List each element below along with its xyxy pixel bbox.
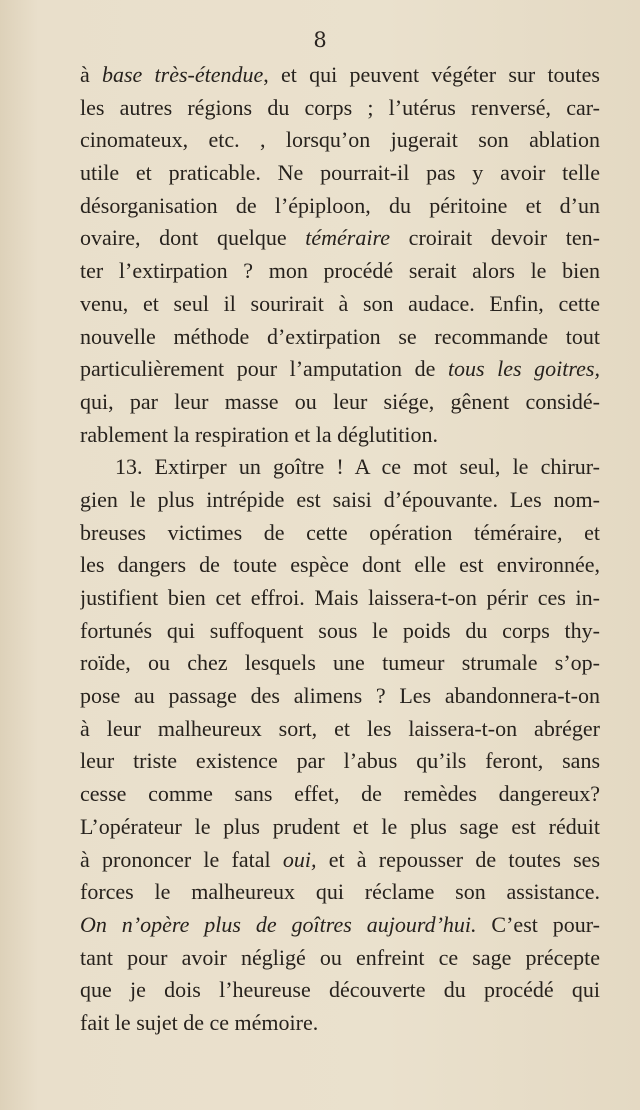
- text-line: que je dois l’heureuse découverte du procédé qui: [80, 977, 600, 1003]
- text-line: cinomateux, etc. , lorsqu’on jugerait son ablation: [80, 127, 600, 153]
- text-line: L’opérateur le plus prudent et le plus sage est réduit: [80, 813, 600, 839]
- text-line: qui, par leur masse ou leur siége, gênent considé-: [80, 388, 600, 414]
- text-line: désorganisation de l’épiploon, du péritoine et d’un: [80, 192, 600, 218]
- text-line: rablement la respiration et la déglutition.: [80, 421, 438, 447]
- text-line: les autres régions du corps ; l’utérus renversé, car-: [80, 94, 600, 120]
- text-line: tant pour avoir négligé ou enfreint ce sage précepte: [80, 944, 600, 970]
- text-line: ter l’extirpation ? mon procédé serait alors le bien: [80, 258, 600, 284]
- text-line: gien le plus intrépide est saisi d’épouvante. Les nom-: [80, 486, 600, 512]
- text-line: pose au passage des alimens ? Les abandonnera-t-on: [80, 683, 600, 709]
- text-line: breuses victimes de cette opération téméraire, et: [80, 519, 600, 545]
- italic-phrase: tous les goitres,: [447, 356, 600, 382]
- text-line: à base très-étendue, et qui peuvent végéter sur toutes: [80, 62, 600, 87]
- italic-phrase: téméraire: [305, 225, 390, 251]
- page-number: 8: [313, 28, 327, 52]
- text-line: fait le sujet de ce mémoire.: [80, 1009, 319, 1035]
- text-line: à prononcer le fatal oui, et à repousser de toutes ses: [80, 846, 600, 872]
- italic-phrase: oui,: [282, 846, 317, 872]
- text-line: cesse comme sans effet, de remèdes dangereux?: [80, 781, 600, 807]
- text-line: utile et praticable. Ne pourrait-il pas y avoir telle: [80, 160, 600, 186]
- text-line: particulièrement pour l’amputation de tous les goitres,: [80, 356, 600, 382]
- italic-phrase: base très-étendue: [102, 62, 264, 87]
- text-line: fortunés qui suffoquent sous le poids du corps thy-: [80, 617, 600, 643]
- text-line: 13. Extirper un goître ! A ce mot seul, le chirur-: [115, 454, 600, 480]
- text-line: justifient bien cet effroi. Mais laissera-t-on périr ces in-: [80, 585, 600, 610]
- text-line: ovaire, dont quelque téméraire croirait devoir ten-: [80, 225, 600, 251]
- text-line: On n’opère plus de goîtres aujourd’hui. C’est pour-: [80, 911, 600, 937]
- italic-phrase: On n’opère plus de goîtres aujourd’hui.: [80, 911, 477, 937]
- text-line: leur triste existence par l’abus qu’ils feront, sans: [80, 748, 600, 774]
- text-line: forces le malheureux qui réclame son assistance.: [80, 879, 600, 905]
- text-line: à leur malheureux sort, et les laissera-t-on abréger: [80, 715, 600, 741]
- text-line: nouvelle méthode d’extirpation se recommande tout: [80, 323, 600, 349]
- text-line: venu, et seul il sourirait à son audace. Enfin, cette: [80, 290, 600, 316]
- text-line: roïde, ou chez lesquels une tumeur strumale s’op-: [80, 650, 600, 676]
- text-line: les dangers de toute espèce dont elle est environnée,: [80, 552, 600, 578]
- body-text: [80, 59, 600, 1040]
